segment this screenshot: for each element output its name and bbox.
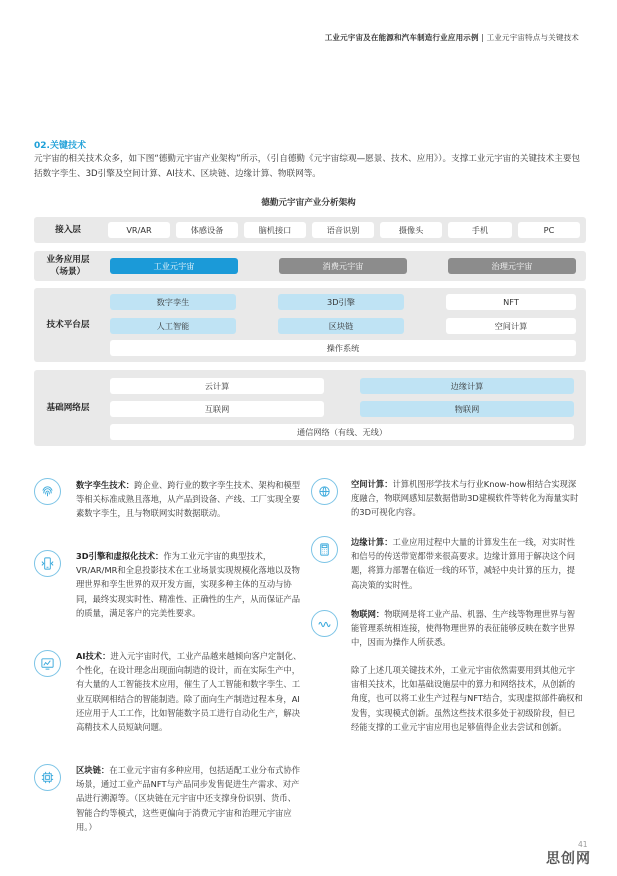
tech-layer — [34, 288, 586, 362]
phone-3d-icon — [34, 550, 61, 577]
entry-blockchain — [76, 763, 304, 834]
entry-term: 物联网： — [351, 609, 385, 619]
entry-spatial — [351, 477, 583, 520]
access-item-phone: 手机 — [448, 222, 512, 238]
watermark: 思创网 — [546, 851, 591, 867]
infra-item-comm: 通信网络（有线、无线） — [110, 424, 574, 440]
entry-term: AI技术： — [76, 651, 111, 661]
business-label-line2: （场景） — [50, 267, 86, 277]
entry-term: 3D引擎和虚拟化技术： — [76, 551, 164, 561]
access-item-camera: 摄像头 — [380, 222, 442, 238]
entry-text: 计算机图形学技术与行业Know-how相结合实现深度融合，物联网感知层数据借助3D建模软件等转化为海量实时的3D可视化内容。 — [351, 479, 579, 518]
running-header — [325, 32, 579, 43]
infra-item-iot: 物联网 — [360, 401, 574, 417]
header-subtitle: 工业元宇宙特点与关键技术 — [486, 33, 579, 42]
business-label-line1: 业务应用层 — [46, 255, 90, 265]
figure-title: 德勤元宇宙产业分析架构 — [261, 198, 356, 208]
page-number: 41 — [578, 840, 588, 849]
tech-item-spatial: 空间计算 — [446, 318, 576, 334]
entry-ai — [76, 649, 304, 734]
access-item-motion: 体感设备 — [176, 222, 238, 238]
entry-term: 空间计算： — [351, 479, 393, 489]
business-layer-label — [34, 251, 102, 281]
entry-digital-twin — [76, 478, 304, 521]
infra-layer — [34, 370, 586, 446]
business-layer — [34, 251, 586, 281]
tech-item-os: 操作系统 — [110, 340, 576, 356]
fingerprint-icon — [34, 478, 61, 505]
entry-iot — [351, 607, 583, 650]
entry-text: 物联网是将工业产品、机器、生产线等物理世界与智能管理系统相连接，使得物理世界的表征能够反映在数字世界中，因而为操作人所获悉。 — [351, 609, 576, 648]
access-layer — [34, 217, 586, 243]
infra-item-edge: 边缘计算 — [360, 378, 574, 394]
entry-3d-engine — [76, 549, 304, 620]
entry-term: 数字孪生技术： — [76, 480, 135, 490]
tech-item-ai: 人工智能 — [110, 318, 236, 334]
infra-item-internet: 互联网 — [110, 401, 324, 417]
entry-term: 区块链： — [76, 765, 110, 775]
tech-item-nft: NFT — [446, 294, 576, 310]
entry-text: 除了上述几项关键技术外，工业元宇宙依然需要用到其他元宇宙相关技术，比如基础设施层中的算力和网络技术，从创新的角度，也可以将工业生产过程与NFT结合，实现虚拟部件确权和发售，实现模式创新。虽然这些技术很多处于初级阶段，但已经能支撑的工业元宇宙应用也足够值得企业去尝试和创新。 — [351, 665, 583, 732]
calculator-icon — [311, 536, 338, 563]
entry-term: 边缘计算： — [351, 537, 393, 547]
section-intro: 元宇宙的相关技术众多，如下图“德勤元宇宙产业架构”所示，（引自德勤《元宇宙综观—愿景、技术、应用》）。支撑工业元宇宙的关键技术主要包括数字孪生、3D引擎及空间计算、AI技术、区块链、边缘计算、物联网等。 — [34, 154, 581, 179]
network-icon — [311, 478, 338, 505]
header-title: 工业元宇宙及在能源和汽车制造行业应用示例 — [324, 33, 479, 42]
entry-text: 在工业元宇宙有多种应用，包括适配工业分布式协作场景，通过工业产品NFT与产品同步发售促进生产需求、对产品进行溯源等。（区块链在元宇宙中还支撑身份识别、货币、智能合约等模式，这些更偏向于消费元宇宙和治理元宇宙应用。） — [76, 765, 301, 832]
access-layer-label: 接入层 — [55, 225, 81, 235]
access-item-bci: 脑机接口 — [244, 222, 306, 238]
entry-text: 作为工业元宇宙的典型技术，VR/AR/MR和全息投影技术在工业场景实现规模化落地以及物理世界和孪生世界的双开发方面，实现多种主体的互动与协同，最终实现实时性、精准性、正确性的生产，从而保证产品的质量，满足客户的完美性要求。 — [76, 551, 301, 618]
tech-layer-label: 技术平台层 — [46, 320, 90, 330]
infra-layer-label: 基础网络层 — [46, 403, 90, 413]
access-item-vrar: VR/AR — [108, 222, 170, 238]
infra-item-cloud: 云计算 — [110, 378, 324, 394]
header-separator: | — [478, 33, 487, 42]
tech-item-blockchain: 区块链 — [278, 318, 404, 334]
section-title: 02.关键技术 — [34, 141, 86, 151]
entry-text: 工业应用过程中大量的计算发生在一线，对实时性和信号的传送带宽都带来很高要求。边缘计算用于解决这个问题，将算力部署在临近一线的环节，减轻中央计算的压力，提高决策的实时性。 — [351, 537, 576, 590]
business-item-consumer: 消费元宇宙 — [279, 258, 407, 274]
access-item-voice: 语音识别 — [312, 222, 374, 238]
ai-chart-icon — [34, 650, 61, 677]
closing-paragraph — [351, 663, 583, 734]
entry-text: 跨企业、跨行业的数字孪生技术、架构和模型等相关标准成熟且落地，从产品到设备、产线、工厂实现全要素数字孪生，且与物联网实时数据联动。 — [76, 480, 301, 519]
entry-text: 进入元宇宙时代，工业产品越来越倾向客户定制化、个性化，在设计理念出现面向制造的设计，而在实际生产中，有大量的人工智能技术应用，催生了人工智能和数字孪生、工业互联网相结合的智能制造。除了面向生产制造过程本身，AI还应用于人工工作，比如智能数字员工进行自动化生产，解决高精技术人员短缺问题。 — [76, 651, 302, 733]
entry-edge — [351, 535, 583, 592]
tech-item-digital-twin: 数字孪生 — [110, 294, 236, 310]
chip-icon — [34, 764, 61, 791]
tech-item-3d-engine: 3D引擎 — [278, 294, 404, 310]
access-item-pc: PC — [518, 222, 580, 238]
wave-icon — [311, 610, 338, 637]
business-item-industrial: 工业元宇宙 — [110, 258, 238, 274]
business-item-governance: 治理元宇宙 — [448, 258, 576, 274]
